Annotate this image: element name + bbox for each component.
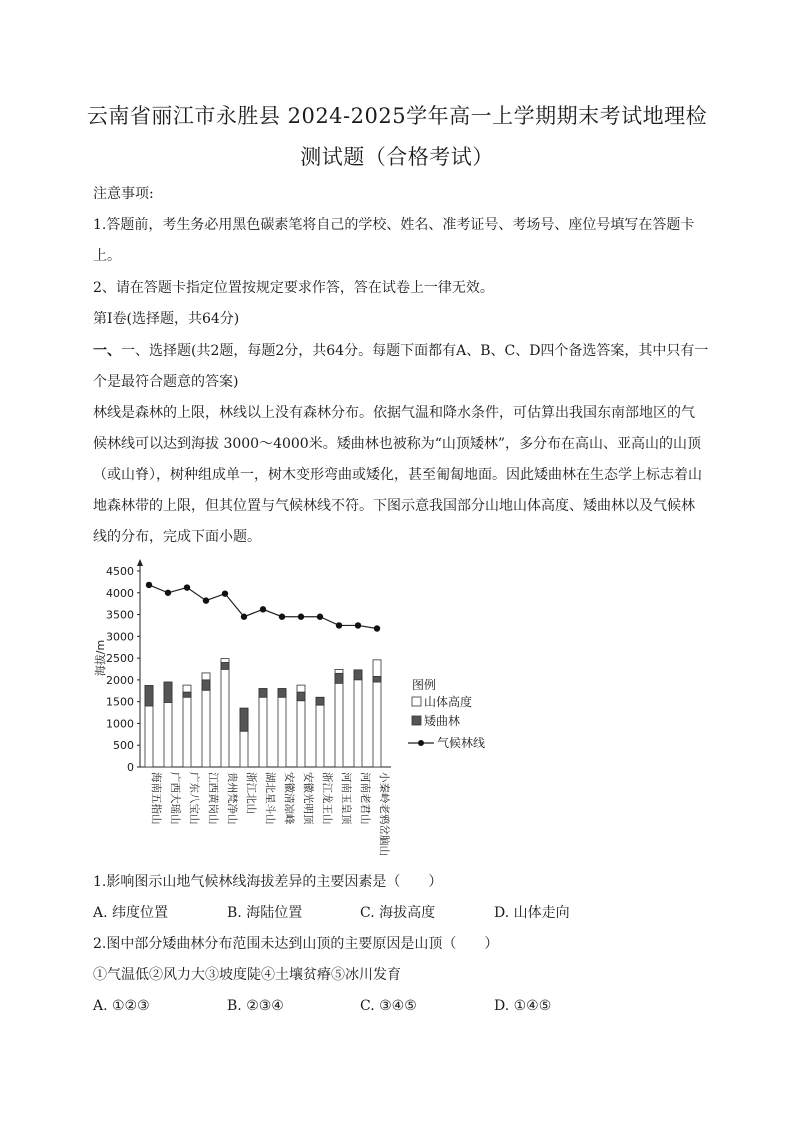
legend (408, 677, 485, 750)
x-category-label: 河南老君山 (359, 772, 371, 825)
y-tick-label: 2000 (106, 673, 134, 687)
q2-option-a[interactable]: A. ①②③ (93, 998, 150, 1014)
legend-swatch-height (412, 697, 421, 706)
x-category-label: 贵州梵净山 (226, 772, 238, 825)
x-category-label: 江西黄岗山 (207, 772, 219, 825)
y-tick-label: 4000 (106, 586, 134, 600)
passage-line-1: 林线是森林的上限，林线以上没有森林分布。依据气温和降水条件，可估算出我国东南部地区的气 (93, 405, 695, 421)
y-tick-label: 0 (127, 761, 134, 774)
krummholz-bar (145, 686, 153, 706)
legend-label-krummholz: 矮曲林 (424, 714, 461, 728)
forest-line-point (298, 614, 304, 620)
mountain-elevation-chart (90, 558, 520, 858)
q2-option-b[interactable]: B. ②③④ (227, 998, 284, 1014)
x-category-label: 广西大瑶山 (169, 772, 181, 825)
q1-option-a[interactable]: A. 纬度位置 (93, 905, 169, 921)
part-heading: 第Ⅰ卷(选择题，共64分) (93, 311, 240, 327)
krummholz-bar (259, 689, 267, 698)
question-2-choices: ①气温低②风力大③坡度陡④土壤贫瘠⑤冰川发育 (93, 967, 401, 983)
krummholz-bar (316, 697, 324, 705)
forest-line-point (203, 597, 209, 603)
krummholz-bar (202, 680, 210, 690)
mountain-height-bar (316, 697, 324, 767)
mountain-height-bar (221, 659, 229, 767)
x-category-label: 安徽清凉峰 (283, 772, 295, 825)
q1-option-d[interactable]: D. 山体走向 (494, 905, 570, 921)
krummholz-bar (373, 676, 381, 682)
forest-line-point (222, 590, 228, 596)
exam-title-line1: 云南省丽江市永胜县 2024-2025学年高一上学期期末考试地理检 (86, 104, 708, 128)
forest-line-point (184, 584, 190, 590)
section-heading-cont: 个是最符合题意的答案) (93, 374, 239, 390)
y-tick-label: 3000 (106, 630, 134, 644)
forest-line-point (374, 625, 380, 631)
notice-item-2: 2、请在答题卡指定位置按规定要求作答，答在试卷上一律无效。 (93, 280, 494, 296)
mountain-height-bar (373, 660, 381, 767)
x-category-label: 河南玉皇顶 (340, 772, 352, 825)
x-category-label: 浙江龙王山 (321, 772, 333, 825)
y-tick-label: 500 (113, 739, 134, 753)
y-tick-label: 4500 (106, 565, 134, 578)
legend-title: 图例 (412, 678, 437, 692)
krummholz-bar (354, 670, 362, 680)
forest-line-point (146, 582, 152, 588)
x-axis-labels (150, 772, 391, 856)
krummholz-bar (297, 692, 305, 701)
y-tick-label: 3500 (106, 608, 134, 622)
section-heading (93, 341, 709, 361)
mountain-height-bar (335, 669, 343, 767)
question-2-stem: 2.图中部分矮曲林分布范围未达到山顶的主要原因是山顶（ ） (93, 936, 499, 952)
krummholz-bar (164, 682, 172, 702)
krummholz-bar (221, 662, 229, 669)
notice-heading: 注意事项: (93, 186, 154, 202)
legend-point-icon (418, 740, 424, 746)
y-tick-label: 1500 (106, 695, 134, 709)
forest-line-point (355, 622, 361, 628)
forest-line-point (260, 606, 266, 612)
mountain-height-bar (259, 689, 267, 767)
q2-option-c[interactable]: C. ③④⑤ (360, 998, 417, 1014)
krummholz-bar (240, 708, 248, 731)
q1-option-b[interactable]: B. 海陆位置 (227, 905, 303, 921)
x-category-label: 湖北星斗山 (264, 772, 276, 825)
x-category-label: 海南五指山 (150, 772, 162, 825)
forest-line-point (279, 614, 285, 620)
y-tick-label: 2500 (106, 652, 134, 666)
q1-option-c[interactable]: C. 海拔高度 (360, 905, 436, 921)
bars (145, 659, 381, 767)
y-tick-label: 1000 (106, 717, 134, 731)
section-heading-text: 一、选择题(共2题，每题2分，共64分。每题下面都有A、B、C、D四个备选答案，其中只有一 (121, 343, 709, 359)
passage-line-2: 候林线可以达到海拔 3000～4000米。矮曲林也被称为“山顶矮林”，多分布在高山、亚高山的山顶 (93, 436, 702, 452)
forest-line-series (146, 582, 380, 632)
passage-line-5: 线的分布，完成下面小题。 (93, 529, 261, 545)
mountain-height-bar (278, 689, 286, 767)
forest-line-point (336, 622, 342, 628)
section-number: 一、 (93, 343, 121, 359)
passage-line-4: 地森林带的上限，但其位置与气候林线不符。下图示意我国部分山地山体高度、矮曲林以及气候林 (93, 498, 695, 514)
x-category-label: 浙江北山 (245, 772, 257, 814)
legend-swatch-krummholz (412, 716, 421, 725)
x-category-label: 安徽光明顶 (302, 772, 314, 825)
exam-title-line2: 测试题（合格考试） (300, 145, 494, 169)
krummholz-bar (183, 692, 191, 697)
krummholz-bar (278, 689, 286, 698)
x-category-label: 广东八宝山 (188, 772, 200, 825)
y-axis-label: 海拔/m (94, 639, 107, 677)
y-axis-arrow-icon (137, 559, 143, 566)
forest-line-point (317, 614, 323, 620)
x-category-label: 小秦岭老鸦岔脑山 (378, 772, 390, 856)
legend-label-height: 山体高度 (424, 695, 473, 709)
krummholz-bar (335, 673, 343, 683)
mountain-height-bar (354, 670, 362, 767)
notice-item-1-cont: 上。 (93, 248, 121, 264)
passage-line-3: （或山脊），树种组成单一，树木变形弯曲或矮化，甚至匍匐地面。因此矮曲林在生态学上标志着山 (93, 467, 702, 483)
forest-line-point (241, 614, 247, 620)
question-1-stem: 1.影响图示山地气候林线海拔差异的主要因素是（ ） (93, 874, 443, 890)
forest-line-point (165, 590, 171, 596)
notice-item-1: 1.答题前，考生务必用黑色碳素笔将自己的学校、姓名、准考证号、考场号、座位号填写在答题卡 (93, 217, 695, 233)
legend-label-forest-line: 气候林线 (437, 736, 486, 750)
q2-option-d[interactable]: D. ①④⑤ (494, 998, 552, 1014)
